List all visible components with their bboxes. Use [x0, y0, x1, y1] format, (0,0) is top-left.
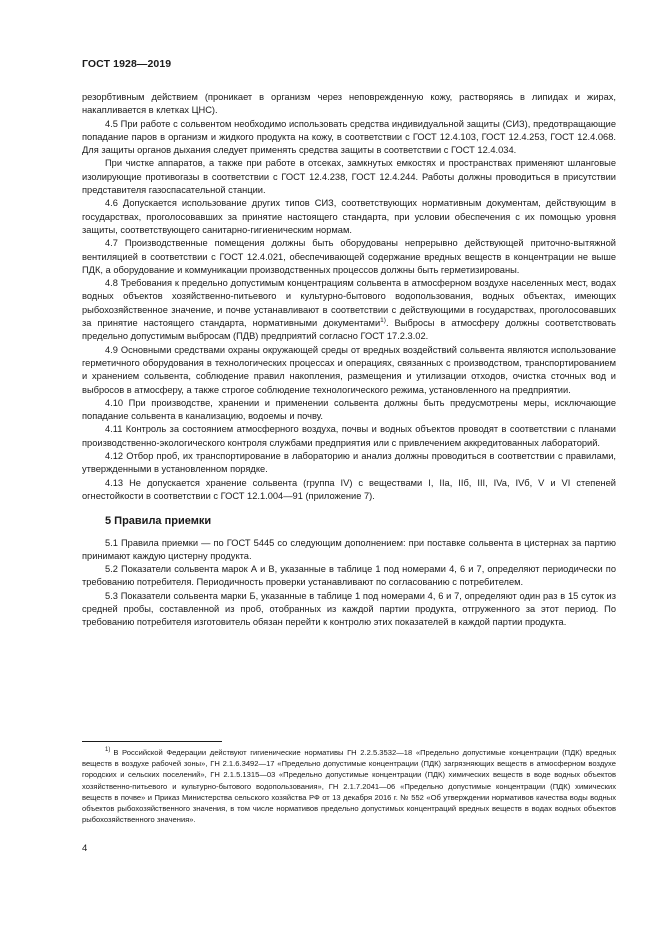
paragraph-4-7: 4.7 Производственные помещения должны быть оборудованы непрерывно действующей приточно-вытяжной вентиляцией в соответствии с ГОСТ 12.4.021, обеспечивающей содержание вредных веществ в концентрации не выше ПДК, а оборудование и коммуникации производственных процессов должны быть герметизированы.: [82, 238, 616, 275]
paragraph-4-5: 4.5 При работе с сольвентом необходимо использовать средства индивидуальной защиты (СИЗ), предотвращающие попадание паров в организм и жидкого продукта на кожу, в соответствии с ГОСТ 12.4.103, ГОСТ 12.4.253, ГОСТ 12.4.068. Для защиты органов дыхания следует применять средства защиты в соответствии с ГОСТ 12.4.034.: [82, 118, 616, 156]
paragraph-4-8-text: 4.8 Требования к предельно допустимым концентрациям сольвента в атмосферном воздухе населенных мест, водах водных объектов хозяйственно-питьевого и культурно-бытового водопользования, водных объектах, имеющих рыбохозяйственное значение, и почве устанавливают в соответствии с действующими в государствах, проголосовавших за принятие настоящего стандарта, нормативными документами: [82, 278, 616, 329]
paragraph-4-11: 4.11 Контроль за состоянием атмосферного воздуха, почвы и водных объектов проводят в соответствии с планами производственно-экологического контроля службами предприятия или с привлечением аккредитованных лабораторий.: [82, 424, 616, 448]
body-text: [82, 91, 616, 630]
footnote: [82, 747, 616, 825]
footnote-text: В Российской Федерации действуют гигиенические нормативы ГН 2.2.5.3532—18 «Предельно допустимые концентрации (ПДК) вредных веществ в воздухе рабочей зоны», ГН 2.1.6.3492—17 «Предельно допустимые концентрации (ПДК) загрязняющих веществ в атмосферном воздухе городских и сельских поселений», ГН 2.1.5.1315—03 «Предельно допустимые концентрации (ПДК) химических веществ в воде водных объектов хозяйственно-питьевого и культурно-бытового водопользования», ГН 2.1.7.2041—06 «Предельно допустимые концентрации (ПДК) химических веществ в почве» и Приказ Министерства сельского хозяйства РФ от 13 декабря 2016 г. № 552 «Об утверждении нормативов качества воды водных объектов рыбохозяйственного значения, в том числе нормативов предельно допустимых концентраций вредных веществ в водах водных объектов рыбохозяйственного значения».: [82, 748, 616, 825]
paragraph-4-12: 4.12 Отбор проб, их транспортирование в лабораторию и анализ должны проводиться в соответствии с правилами, утвержденными в установленном порядке.: [82, 451, 616, 475]
standard-header: ГОСТ 1928—2019: [82, 58, 172, 70]
section-title: 5 Правила приемки: [105, 515, 212, 528]
footnote-reference[interactable]: 1): [380, 316, 386, 324]
paragraph-4-10: 4.10 При производстве, хранении и применении сольвента должны быть предусмотрены меры, исключающие попадание сольвента в канализацию, водоемы и почву.: [82, 397, 616, 422]
paragraph-4-6: 4.6 Допускается использование других типов СИЗ, соответствующих нормативным документам, действующим в государствах, проголосовавших за принятие настоящего стандарта, при условии обеспечения с их помощью уровня защиты, соответствующего санитарно-гигиеническим нормам.: [82, 198, 616, 235]
page-number: 4: [82, 843, 88, 854]
footnote-divider: [82, 741, 222, 742]
paragraph-4-13: 4.13 Не допускается хранение сольвента (группа IV) с веществами I, IIa, IIб, III, IVa, IVб, V и VI степеней огнестойкости в соответствии с ГОСТ 12.1.004—91 (приложение 7).: [82, 477, 616, 501]
paragraph-4-8-text-cont: . Выбросы в атмосферу должны соответствовать предельно допустимым выбросам (ПДВ) предприятий согласно ГОСТ 17.2.3.02.: [82, 318, 616, 342]
paragraph-5-1: 5.1 Правила приемки — по ГОСТ 5445 со следующим дополнением: при поставке сольвента в цистернах за партию принимают каждую цистерну продукта.: [82, 537, 616, 561]
paragraph-5-2: 5.2 Показатели сольвента марок А и В, указанные в таблице 1 под номерами 4, 6 и 7, определяют периодически по требованию потребителя. Периодичность проверки устанавливают по согласованию с потребителем.: [82, 564, 616, 588]
paragraph-4-8: [82, 277, 616, 343]
paragraph-5-3: 5.3 Показатели сольвента марки Б, указанные в таблице 1 под номерами 4, 6 и 7, определяют один раз в 15 суток из средней пробы, составленной из проб, отобранных из каждой партии продукта, отгруженного за этот период. По требованию потребителя изготовитель обязан перейти к контролю этих показателей в каждой партии продукта.: [82, 590, 616, 628]
paragraph-4-5-cont: При чистке аппаратов, а также при работе в отсеках, замкнутых емкостях и пространствах применяют шланговые изолирующие противогазы в соответствии с ГОСТ 12.4.238, ГОСТ 12.4.244. Работы должны проводиться в присутствии представителя газоспасательной станции.: [82, 158, 616, 196]
paragraph-4-9: 4.9 Основными средствами охраны окружающей среды от вредных воздействий сольвента являются использование герметичного оборудования в технологических процессах и операциях, связанных с производством, транспортированием и хранением сольвента, соблюдение правил накопления, размещения и утилизации отходов, очистка сточных вод и выбросов в атмосферу, а также строгое соблюдение технологического режима, установленного на предприятии.: [82, 344, 616, 395]
paragraph-continuation: резорбтивным действием (проникает в организм через неповрежденную кожу, растворяясь в липидах и жирах, накапливается в клетках ЦНС).: [82, 92, 616, 116]
footnote-mark: 1): [105, 747, 111, 754]
